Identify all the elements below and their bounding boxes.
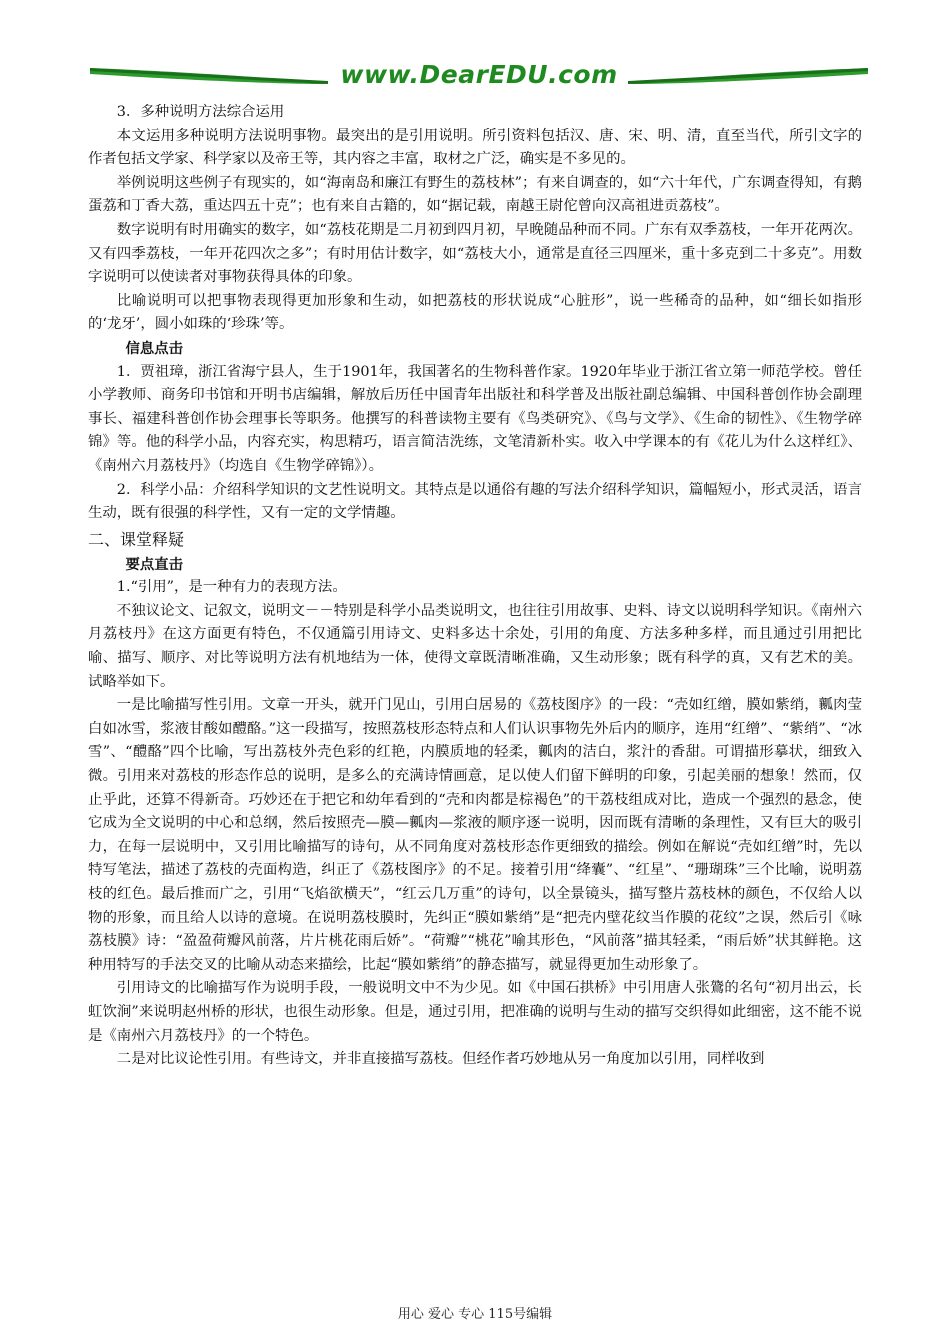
- paragraph-numbers: 数字说明有时用确实的数字，如“荔枝花期是二月初到四月初，早晚随品种而不同。广东有双季荔枝，一年开花两次。又有四季荔枝，一年开花四次之多”；有时用估计数字，如“荔枝大小，通常是直径三四厘米，重十多克到二十多克”。用数字说明可以使读者对事物获得具体的印象。: [88, 221, 862, 286]
- subheading-info: 信息点击: [125, 339, 184, 357]
- section-heading-classroom: 二、课堂释疑: [88, 529, 185, 549]
- site-logo[interactable]: www.DearEDU.com: [340, 60, 618, 89]
- subheading-key-points: 要点直击: [125, 555, 184, 573]
- paragraph-point-one: 1.“引用”，是一种有力的表现方法。: [116, 579, 347, 596]
- paragraph-method-heading: 3．多种说明方法综合运用: [116, 104, 285, 120]
- paragraph-examples: 举例说明这些例子有现实的，如“海南岛和廉江有野生的荔枝林”；有来自调查的，如“六十年代，广东调查得知，有鹅蛋荔和丁香大荔，重达四五十克”；也有来自古籍的，如“据记载，南越王尉佗曾向汉高祖进贡荔枝”。: [88, 174, 862, 215]
- site-header: [88, 58, 870, 96]
- page-footer: 用心 爱心 专心 115号编辑: [397, 1307, 553, 1322]
- paragraph-author-bio: 1．贾祖璋，浙江省海宁县人，生于1901年，我国著名的生物科普作家。1920年毕业于浙江省立第一师范学校。曾任小学教师、商务印书馆和开明书店编辑，解放后历任中国青年出版社和科学普及出版社副总编辑、中国科普创作协会副理事长、福建科普创作协会理事长等职务。他撰写的科普读物主要有《鸟类研究》、《鸟与文学》、《生命的韧性》、《生物学碎锦》等。他的科学小品，内容充实，构思精巧，语言简洁洗练，文笔清新朴实。收入中学课本的有《花儿为什么这样红》、《南州六月荔枝丹》（均选自《生物学碎锦》）。: [88, 363, 862, 474]
- paragraph-metaphor: 比喻说明可以把事物表现得更加形象和生动，如把荔枝的形状说成“心脏形”，说一些稀奇的品种，如“细长如指形的‘龙牙’，圆小如珠的‘珍珠’等。: [88, 292, 862, 333]
- paragraph-science-essay: 2．科学小品：介绍科学知识的文艺性说明文。其特点是以通俗有趣的写法介绍科学知识，篇幅短小，形式灵活，语言生动，既有很强的科学性，又有一定的文学情趣。: [88, 481, 862, 522]
- paragraph-citation-intro: 不独议论文、记叙文，说明文－－特别是科学小品类说明文，也往往引用故事、史料、诗文以说明科学知识。《南州六月荔枝丹》在这方面更有特色，不仅通篇引用诗文、史料多达十余处，引用的角度、方法多种多样，而且通过引用把比喻、描写、顺序、对比等说明方法有机地结为一体，使得文章既清晰准确，又生动形象；既有科学的真，又有艺术的美。试略举如下。: [88, 602, 862, 690]
- paragraph-quotation: 本文运用多种说明方法说明事物。最突出的是引用说明。所引资料包括汉、唐、宋、明、清，直至当代，所引文字的作者包括文学家、科学家以及帝王等，其内容之丰富，取材之广泛，确实是不多见的。: [88, 127, 862, 168]
- document-body: [88, 101, 862, 1072]
- paragraph-contrast-citation: 二是对比议论性引用。有些诗文，并非直接描写荔枝。但经作者巧妙地从另一角度加以引用，同样收到: [116, 1051, 765, 1068]
- paragraph-metaphor-citation: 一是比喻描写性引用。文章一开头，就开门见山，引用白居易的《荔枝图序》的一段：“壳如红缯，膜如紫绡，瓤肉莹白如冰雪，浆液甘酸如醴酪。”这一段描写，按照荔枝形态特点和人们认识事物先外后内的顺序，连用“红缯”、“紫绡”、“冰雪”、“醴酪”四个比喻，写出荔枝外壳色彩的红艳，内膜质地的轻柔，瓤肉的洁白，浆汁的香甜。可谓描形摹状，细致入微。引用来对荔枝的形态作总的说明，是多么的充满诗情画意，足以使人们留下鲜明的印象，引起美丽的想象！然而，仅止乎此，还算不得新奇。巧妙还在于把它和幼年看到的“壳和肉都是棕褐色”的干荔枝组成对比，造成一个强烈的悬念，使它成为全文说明的中心和总纲，然后按照壳—膜—瓤肉—浆液的顺序逐一说明，因而既有清晰的条理性，又有巨大的吸引力，在每一层说明中，又引用比喻描写的诗句，从不同角度对荔枝形态作更细致的描绘。例如在解说“壳如红缯”时，先以特写笔法，描述了荔枝的壳面构造，纠正了《荔枝图序》的不足。接着引用“绛囊”、“红星”、“珊瑚珠”三个比喻，说明荔枝的红色。最后推而广之，引用“飞焰欲横天”，“红云几万重”的诗句，以全景镜头，描写整片荔枝林的颜色，不仅给人以物的形象，而且给人以诗的意境。在说明荔枝膜时，先纠正“膜如紫绡”是“把壳内壁花纹当作膜的花纹”之误，然后引《咏荔枝膜》诗：“盈盈荷瓣风前落，片片桃花雨后娇”。“荷瓣”“桃花”喻其形色，“风前落”描其轻柔，“雨后娇”状其鲜艳。这种用特写的手法交叉的比喻从动态来描绘，比起“膜如紫绡”的静态描写，就显得更加生动形象了。: [88, 697, 862, 973]
- paragraph-citation-feature: 引用诗文的比喻描写作为说明手段，一般说明文中不为少见。如《中国石拱桥》中引用唐人张鷟的名句“初月出云，长虹饮涧”来说明赵州桥的形状，也很生动形象。但是，通过引用，把准确的说明与生动的描写交织得如此细密，这不能不说是《南州六月荔枝丹》的一个特色。: [88, 980, 862, 1044]
